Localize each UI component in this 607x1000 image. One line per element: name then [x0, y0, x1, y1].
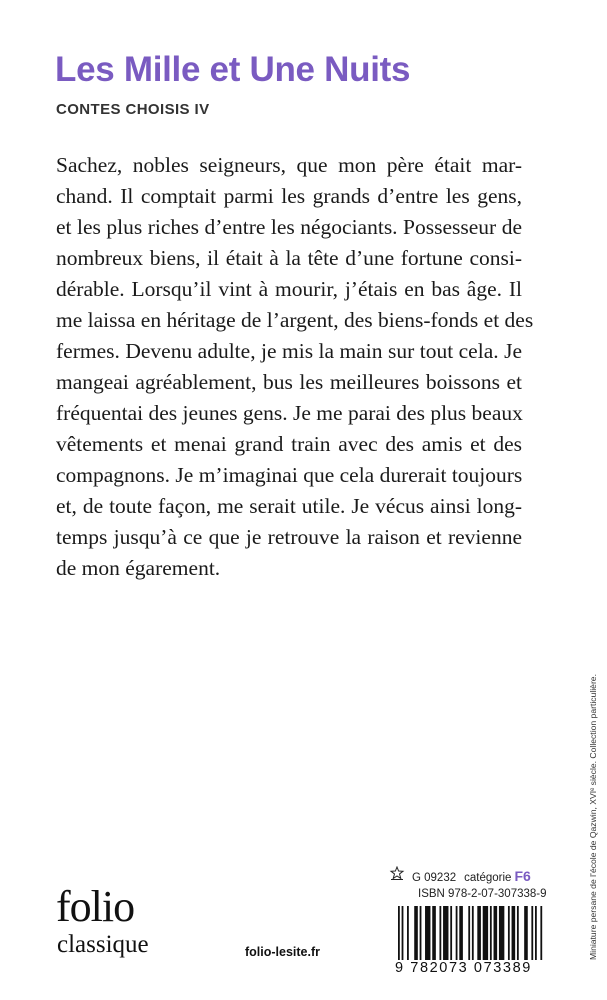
excerpt-line: et, de toute façon, me serait utile. Je vécus ainsi long- — [56, 494, 522, 518]
excerpt-line: me laissa en héritage de l’argent, des biens-fonds et des — [56, 308, 534, 332]
excerpt-line: fréquentai des jeunes gens. Je me parai des plus beaux — [56, 401, 523, 425]
barcode-bar — [508, 906, 510, 960]
excerpt-line: fermes. Devenu adulte, je mis la main sur tout cela. Je — [56, 339, 522, 363]
excerpt-line: nombreux biens, il était à la tête d’une fortune consi- — [56, 246, 522, 270]
barcode-bar — [402, 906, 404, 960]
publisher-website: folio-lesite.fr — [245, 945, 321, 959]
category-label: catégorie — [464, 872, 512, 884]
barcode — [398, 906, 544, 960]
barcode-bar — [494, 906, 498, 960]
barcode-bar — [439, 906, 441, 960]
barcode-bar — [407, 906, 409, 960]
barcode-bar — [414, 906, 418, 960]
series-name: classique — [57, 931, 149, 958]
gallimard-star-icon — [389, 866, 405, 880]
excerpt-line: de mon égarement. — [56, 556, 221, 580]
barcode-bar — [490, 906, 492, 960]
barcode-bar — [398, 906, 400, 960]
barcode-digits: 9 782073 073389 — [395, 960, 532, 976]
barcode-bar — [517, 906, 519, 960]
isbn: ISBN 978-2-07-307338-9 — [418, 888, 547, 900]
barcode-bar — [472, 906, 474, 960]
catalog-line — [412, 868, 531, 884]
folio-logo: folio — [56, 882, 135, 931]
barcode-bar — [443, 906, 448, 960]
category-value: F6 — [514, 868, 531, 884]
barcode-bar — [468, 906, 470, 960]
barcode-bar — [432, 906, 436, 960]
barcode-bar — [456, 906, 458, 960]
excerpt-line: mangeai agréablement, bus les meilleures boissons et — [56, 370, 522, 394]
barcode-bar — [425, 906, 430, 960]
excerpt-line: chand. Il comptait parmi les grands d’entre les gens, — [56, 184, 522, 208]
excerpt-line: compagnons. Je m’imaginai que cela durerait toujours — [56, 463, 523, 487]
excerpt-line: dérable. Lorsqu’il vint à mourir, j’étais en bas âge. Il — [56, 277, 522, 301]
back-cover-excerpt — [56, 150, 534, 584]
catalog-code: G 09232 — [412, 872, 457, 884]
book-subtitle: CONTES CHOISIS IV — [56, 101, 210, 118]
barcode-bar — [450, 906, 452, 960]
book-title: Les Mille et Une Nuits — [55, 50, 411, 89]
barcode-bar — [420, 906, 422, 960]
excerpt-line: Sachez, nobles seigneurs, que mon père était mar- — [56, 153, 522, 177]
excerpt-line: et les plus riches d’entre les négociants. Possesseur de — [56, 215, 522, 239]
barcode-bar — [477, 906, 481, 960]
barcode-bar — [483, 906, 488, 960]
barcode-bar — [512, 906, 516, 960]
excerpt-line: temps jusqu’à ce que je retrouve la raison et revienne — [56, 525, 522, 549]
barcode-bar — [459, 906, 463, 960]
barcode-bar — [540, 906, 542, 960]
excerpt-line: vêtements et menai grand train avec des amis et des — [56, 432, 522, 456]
barcode-bar — [531, 906, 533, 960]
barcode-bar — [499, 906, 504, 960]
barcode-bar — [535, 906, 537, 960]
image-credit: Miniature persane de l’école de Qazwin, XVIᵉ siècle. Collection particulière. — [588, 674, 598, 960]
barcode-bar — [524, 906, 528, 960]
